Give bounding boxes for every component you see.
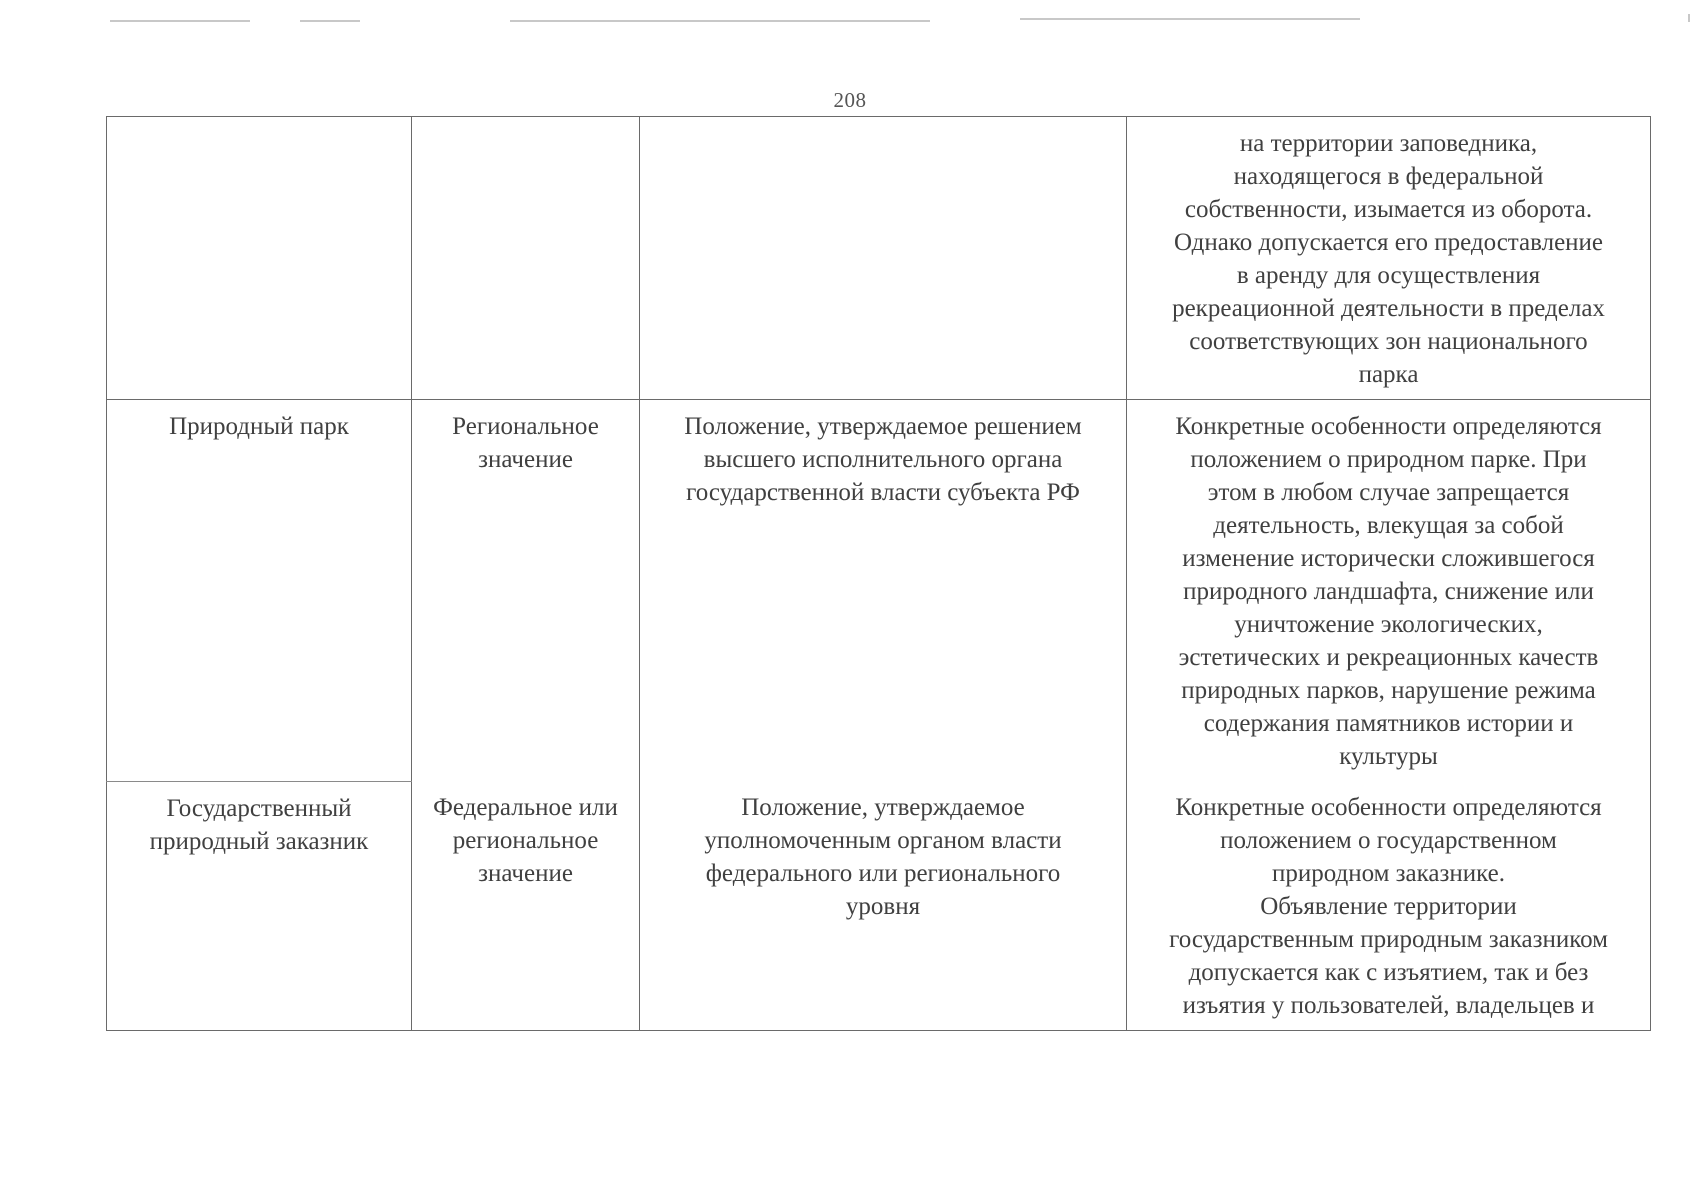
cell-features: на территории заповедника, находящегося в федеральной собственности, изымается из оборота. Однако допускается его предоставление в аренду для осуществления рекреационной деятельности в пределах соответствующих зон национального парка [1127, 117, 1651, 400]
cell-basis: Положение, утверждаемое решением высшего исполнительного органа государственной власти субъекта РФ [640, 400, 1127, 782]
scan-artifact [1688, 14, 1690, 22]
table-row [107, 781, 1651, 1031]
cell-significance: Региональное значение [412, 400, 640, 782]
scan-artifact [110, 20, 250, 22]
cell-significance: Федеральное или региональное значение [412, 781, 640, 1031]
cell-type: Природный парк [107, 400, 412, 782]
table-row [107, 400, 1651, 782]
cell-significance [412, 117, 640, 400]
cell-features: Конкретные особенности определяются положением о природном парке. При этом в любом случае запрещается деятельность, влекущая за собой изменение исторически сложившегося природного ландшафта, снижение или уничтожение экологических, эстетических и рекреационных качеств природных парков, нарушение режима содержания памятников истории и культуры [1127, 400, 1651, 782]
protected-areas-table [106, 116, 1651, 1031]
scan-artifact [510, 20, 930, 22]
page-number: 208 [833, 88, 867, 112]
table-row [107, 117, 1651, 400]
scan-artifact [1020, 18, 1360, 20]
cell-type [107, 117, 412, 400]
cell-features: Конкретные особенности определяются положением о государственном природном заказнике. Объявление территории государственным природным заказником допускается как с изъятием, так и без изъятия у пользователей, владельцев и [1127, 781, 1651, 1031]
scan-artifact [300, 20, 360, 22]
cell-basis: Положение, утверждаемое уполномоченным органом власти федерального или регионального уровня [640, 781, 1127, 1031]
cell-type: Государственный природный заказник [107, 781, 412, 1031]
cell-basis [640, 117, 1127, 400]
